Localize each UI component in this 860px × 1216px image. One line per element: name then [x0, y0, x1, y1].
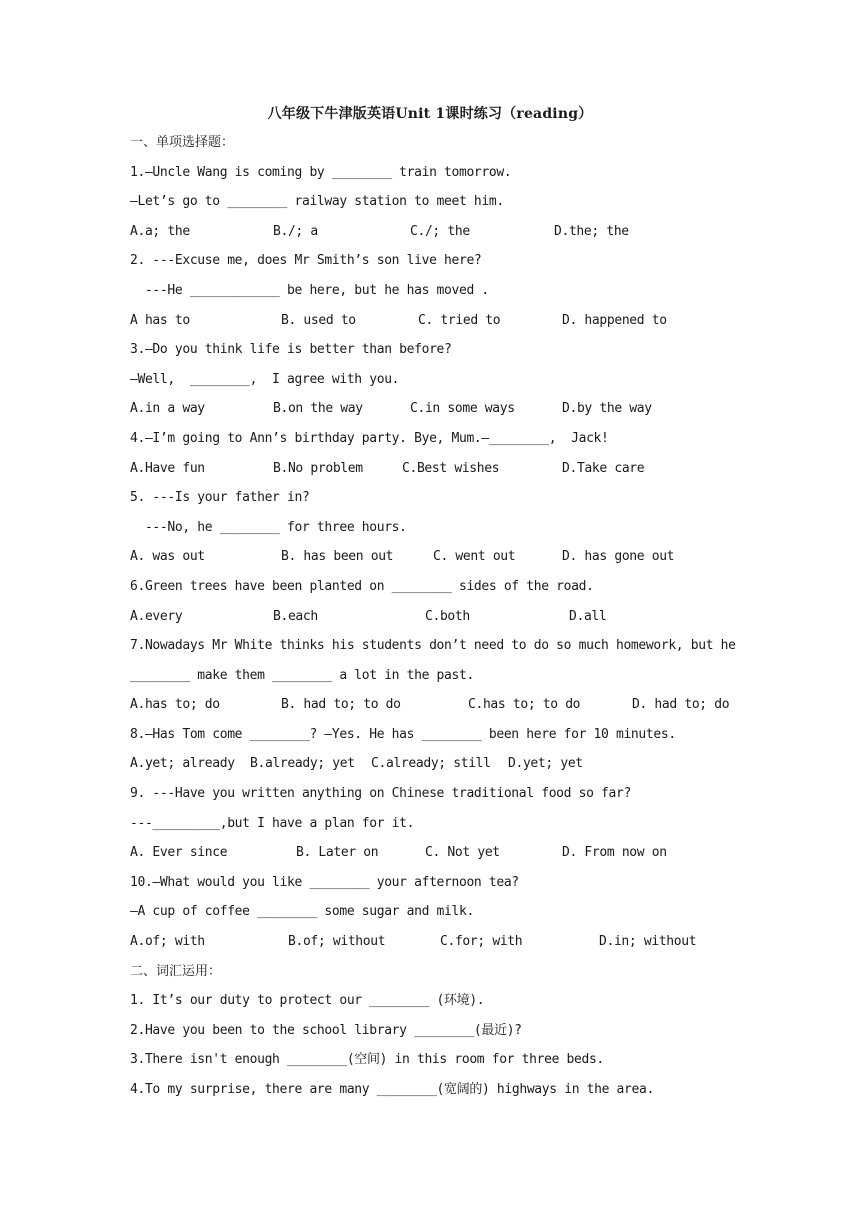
q10-stem2: —A cup of coffee ________ some sugar and milk.	[130, 904, 474, 920]
q1-options	[130, 222, 750, 252]
q4-stem: 4.—I’m going to Ann’s birthday party. Bye, Mum.—________, Jack!	[130, 430, 609, 446]
q7-options	[130, 695, 750, 725]
q7-stem2: ________ make them ________ a lot in the past.	[130, 667, 474, 683]
q3-option-d: D.by the way	[562, 401, 652, 417]
q4-option-c: C.Best wishes	[402, 460, 500, 476]
q9-option-a: A. Ever since	[130, 845, 228, 861]
q7-option-d: D. had to; do	[632, 697, 730, 713]
q5-options	[130, 547, 750, 577]
q7-option-b: B. had to; to do	[281, 697, 401, 713]
q8-option-d: D.yet; yet	[508, 756, 583, 772]
q5-stem2: ---No, he ________ for three hours.	[130, 519, 407, 535]
q3-stem: 3.—Do you think life is better than before?	[130, 342, 452, 358]
q7-option-a: A.has to; do	[130, 697, 220, 713]
q3-option-a: A.in a way	[130, 401, 205, 417]
q1-option-a: A.a; the	[130, 223, 190, 239]
q10-stem: 10.—What would you like ________ your afternoon tea?	[130, 874, 519, 890]
q2-option-d: D. happened to	[562, 312, 667, 328]
q8-option-a: A.yet; already	[130, 756, 235, 772]
q2-option-c: C. tried to	[418, 312, 501, 328]
vocab-item-4: 4.To my surprise, there are many ________(宽阔的) highways in the area.	[130, 1082, 654, 1097]
q2-options	[130, 311, 750, 341]
q3-stem2: —Well, ________, I agree with you.	[130, 371, 400, 387]
q1-option-c: C./; the	[410, 223, 470, 239]
q6-options	[130, 607, 750, 637]
q7-stem: 7.Nowadays Mr White thinks his students don’t need to do so much homework, but he	[130, 638, 736, 654]
q4-options	[130, 459, 750, 489]
q8-options	[130, 754, 750, 784]
q1-stem: 1.—Uncle Wang is coming by ________ train tomorrow.	[130, 164, 512, 180]
q8-option-c: C.already; still	[371, 756, 491, 772]
q10-option-d: D.in; without	[599, 934, 697, 950]
q10-option-a: A.of; with	[130, 934, 205, 950]
q3-option-c: C.in some ways	[410, 401, 515, 417]
q5-option-d: D. has gone out	[562, 549, 675, 565]
q9-option-d: D. From now on	[562, 845, 667, 861]
q2-option-b: B. used to	[281, 312, 356, 328]
q10-option-b: B.of; without	[288, 934, 386, 950]
section1-heading: 一、单项选择题：	[130, 135, 235, 150]
q4-option-b: B.No problem	[273, 460, 363, 476]
q4-option-a: A.Have fun	[130, 460, 205, 476]
q6-option-d: D.all	[569, 608, 607, 624]
q5-option-a: A. was out	[130, 549, 205, 565]
q8-option-b: B.already; yet	[250, 756, 355, 772]
q1-option-d: D.the; the	[554, 223, 629, 239]
page-title: 八年级下牛津版英语Unit 1课时练习（reading）	[267, 106, 593, 122]
q9-option-b: B. Later on	[296, 845, 379, 861]
q6-option-c: C.both	[425, 608, 470, 624]
section2-heading: 二、词汇运用：	[130, 963, 222, 979]
vocab-item-1: 1. It’s our duty to protect our ________ (环境).	[130, 993, 485, 1009]
q9-stem: 9. ---Have you written anything on Chinese traditional food so far?	[130, 786, 631, 802]
q4-option-d: D.Take care	[562, 460, 645, 476]
q8-stem: 8.—Has Tom come ________? —Yes. He has ________ been here for 10 minutes.	[130, 726, 676, 742]
q9-stem2: ---_________,but I have a plan for it.	[130, 815, 415, 831]
q3-options	[130, 399, 750, 429]
q7-option-c: C.has to; to do	[468, 697, 581, 713]
q6-stem: 6.Green trees have been planted on ________ sides of the road.	[130, 578, 594, 594]
q6-option-a: A.every	[130, 608, 183, 624]
q5-option-b: B. has been out	[281, 549, 394, 565]
q1-option-b: B./; a	[273, 223, 318, 239]
q2-option-a: A has to	[130, 312, 190, 328]
worksheet-body	[130, 133, 750, 1110]
q9-options	[130, 843, 750, 873]
vocab-item-2: 2.Have you been to the school library ________(最近)?	[130, 1022, 522, 1038]
q1-stem2: —Let’s go to ________ railway station to meet him.	[130, 194, 504, 210]
q2-stem2: ---He ____________ be here, but he has moved .	[130, 282, 489, 298]
q2-stem: 2. ---Excuse me, does Mr Smith’s son live here?	[130, 253, 482, 269]
vocab-item-3: 3.There isn't enough ________(空间) in this room for three beds.	[130, 1052, 604, 1068]
q10-option-c: C.for; with	[440, 934, 523, 950]
q5-option-c: C. went out	[433, 549, 516, 565]
q3-option-b: B.on the way	[273, 401, 363, 417]
q9-option-c: C. Not yet	[425, 845, 500, 861]
q6-option-b: B.each	[273, 608, 318, 624]
q10-options	[130, 932, 750, 962]
q5-stem: 5. ---Is your father in?	[130, 490, 310, 506]
